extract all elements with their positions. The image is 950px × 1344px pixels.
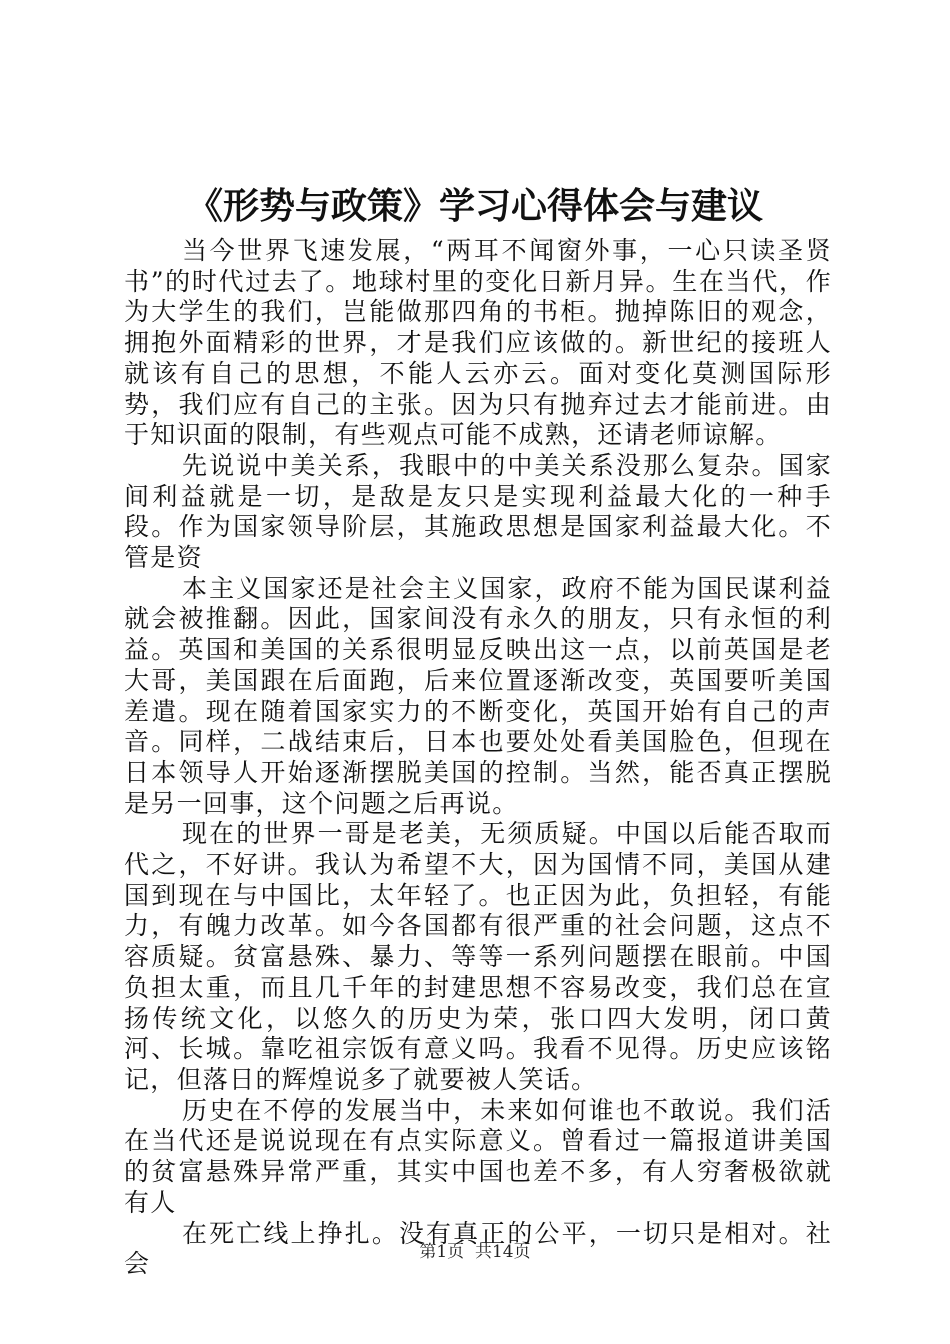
document-title: 《形势与政策》学习心得体会与建议 <box>186 185 763 227</box>
paragraph: 历史在不停的发展当中，未来如何谁也不敢说。我们活在当代还是说说现在有点实际意义。曾看过一篇报道讲美国的贫富悬殊异常严重，其实中国也差不多，有人穷奢极欲就有人 <box>124 1095 832 1217</box>
paragraph: 现在的世界一哥是老美，无须质疑。中国以后能否取而代之，不好讲。我认为希望不大，因为国情不同，美国从建国到现在与中国比，太年轻了。也正因为此，负担轻，有能力，有魄力改革。如今各国都有很严重的社会问题，这点不容质疑。贫富悬殊、暴力、等等一系列问题摆在眼前。中国负担太重，而且几千年的封建思想不容易改变，我们总在宣扬传统文化，以悠久的历史为荣，张口四大发明，闭口黄河、长城。靠吃祖宗饭有意义吗。我看不见得。历史应该铭记，但落日的辉煌说多了就要被人笑话。 <box>124 819 832 1094</box>
page-footer <box>0 1240 950 1264</box>
page-number: 第1页 共14页 <box>419 1242 531 1262</box>
paragraph: 本主义国家还是社会主义国家，政府不能为国民谋利益就会被推翻。因此，国家间没有永久的朋友，只有永恒的利益。英国和美国的关系很明显反映出这一点，以前英国是老大哥，美国跟在后面跑，后来位置逐渐改变，英国要听美国差遣。现在随着国家实力的不断变化，英国开始有自己的声音。同样，二战结束后，日本也要处处看美国脸色，但现在日本领导人开始逐渐摆脱美国的控制。当然，能否真正摆脱是另一回事，这个问题之后再说。 <box>124 573 832 818</box>
paragraph: 先说说中美关系，我眼中的中美关系没那么复杂。国家间利益就是一切，是敌是友只是实现利益最大化的一种手段。作为国家领导阶层，其施政思想是国家利益最大化。不管是资 <box>124 450 832 573</box>
document-body <box>124 236 832 1280</box>
paragraph: 当今世界飞速发展，“两耳不闻窗外事，一心只读圣贤书”的时代过去了。地球村里的变化日新月异。生在当代，作为大学生的我们，岂能做那四角的书柜。抛掉陈旧的观念，拥抱外面精彩的世界，才是我们应该做的。新世纪的接班人就该有自己的思想，不能人云亦云。面对变化莫测国际形势，我们应有自己的主张。因为只有抛弃过去才能前进。由于知识面的限制，有些观点可能不成熟，还请老师谅解。 <box>124 236 832 450</box>
paragraph: 在死亡线上挣扎。没有真正的公平，一切只是相对。社会 <box>124 1218 832 1279</box>
